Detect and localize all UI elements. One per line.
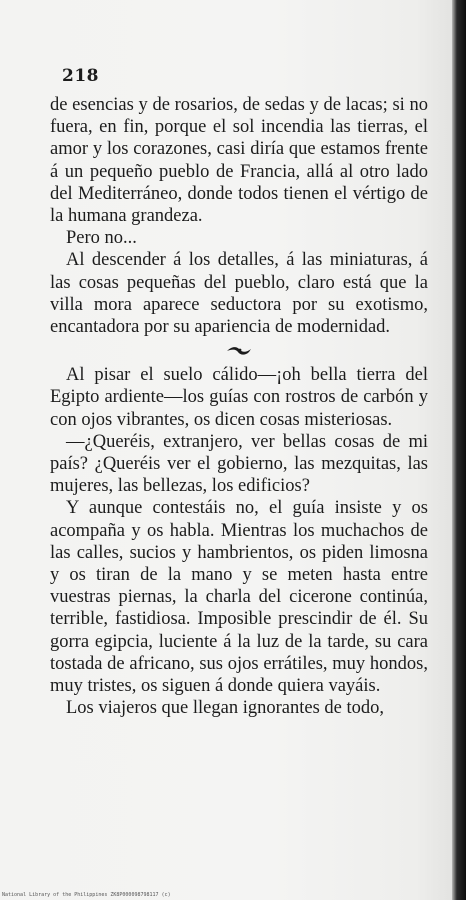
- paragraph-4: Al pisar el suelo cálido—¡oh bella tierra del Egipto ardiente—los guías con rostros de carbón y con ojos vibrantes, os dicen cosas misteriosas.: [50, 365, 428, 430]
- scan-credit: National Library of the Philippines ZK8P000098798117 (c): [2, 892, 171, 898]
- fleuron-ornament-icon: [225, 345, 253, 357]
- paragraph-1: de esencias y de rosarios, de sedas y de lacas; si no fuera, en fin, porque el sol incendia las tierras, el amor y los corazones, casi diría que estamos frente á un pequeño pueblo de Francia, allá al otro lado del Mediterráneo, donde todos tienen el vértigo de la humana grandeza.: [50, 95, 428, 227]
- paragraph-3: Al descender á los detalles, á las miniaturas, á las cosas pequeñas del pueblo, claro está que la villa mora aparece seductora por su exotismo, encantadora por su apariencia de modernidad.: [50, 250, 428, 338]
- paragraph-7: Los viajeros que llegan ignorantes de todo,: [66, 698, 385, 719]
- page-text: [50, 94, 428, 719]
- paragraph-2: Pero no...: [66, 228, 137, 249]
- section-ornament: [50, 338, 428, 364]
- page-number: 218: [62, 66, 99, 86]
- paragraph-6: Y aunque contestáis no, el guía insiste y os acompaña y os habla. Mientras los muchachos de las calles, sucios y hambrientos, os piden limosna y os tiran de la mano y se meten hasta entre vuestras piernas, la charla del cicerone continúa, terrible, fastidiosa. Imposible prescindir de él. Su gorra egipcia, luciente á la luz de la tarde, su cara tostada de africano, sus ojos errátiles, muy hondos, muy tristes, os siguen á donde quiera vayáis.: [50, 498, 428, 697]
- paragraph-5: —¿Queréis, extranjero, ver bellas cosas de mi país? ¿Queréis ver el gobierno, las mezquitas, las mujeres, las bellezas, los edificios?: [50, 431, 428, 497]
- book-edge-shadow: [452, 0, 466, 900]
